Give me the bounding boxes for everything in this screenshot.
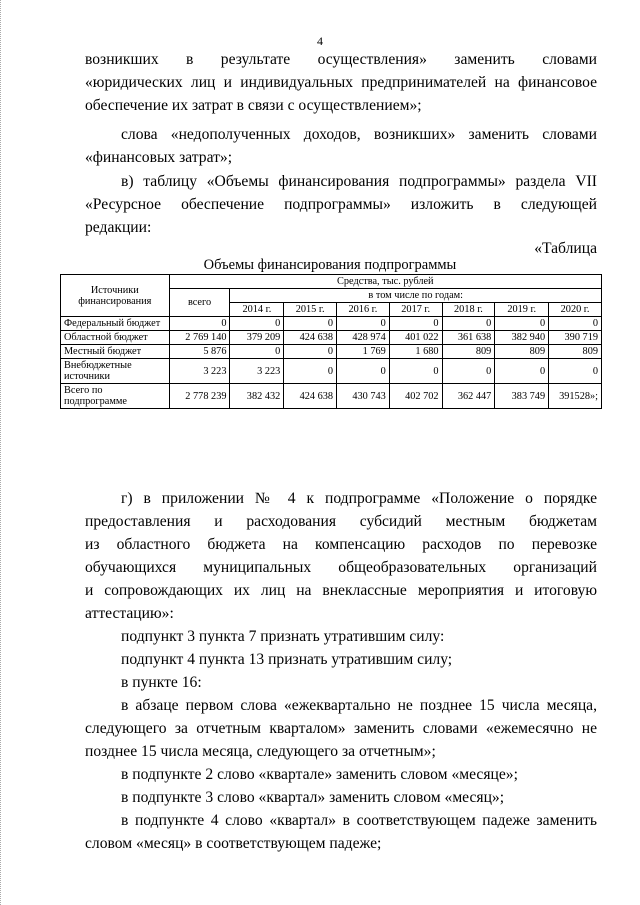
header-year: 2014 г.: [230, 303, 284, 317]
row-value: 809: [442, 345, 495, 359]
row-value: 0: [495, 359, 549, 384]
table-row: [61, 345, 602, 359]
financing-table: [60, 274, 602, 409]
paragraph-5: [85, 694, 597, 763]
row-value: 379 209: [230, 331, 284, 345]
row-value: 0: [495, 317, 549, 331]
header-funds: Средства, тыс. рублей: [169, 275, 601, 289]
row-value: 0: [442, 359, 495, 384]
paragraph-3: [85, 170, 597, 239]
text-line: «Ресурсное обеспечение подпрограммы» изложить в следующей: [85, 196, 597, 213]
row-value: 0: [337, 317, 390, 331]
text-line: словом «месяц» в соответствующем падеже;: [85, 835, 382, 852]
text-line: редакции:: [85, 219, 152, 236]
row-value: 362 447: [442, 384, 495, 409]
header-year: 2019 г.: [495, 303, 549, 317]
text-line: «юридических лиц и индивидуальных предпринимателей на финансовое: [85, 74, 597, 91]
row-total: 2 778 239: [169, 384, 230, 409]
row-source: Всего по подпрограмме: [61, 384, 170, 409]
row-total: 0: [169, 317, 230, 331]
paragraph-6: [85, 809, 597, 855]
text-line: аттестацию»:: [85, 605, 174, 622]
text-line: г) в приложении № 4 к подпрограмме «Положение о порядке: [121, 490, 597, 507]
row-value: 0: [284, 317, 337, 331]
header-by-years: в том числе по годам:: [230, 289, 602, 303]
row-value: 1 680: [389, 345, 442, 359]
paragraph-4: [85, 487, 597, 625]
text-line: обучающихся муниципальных общеобразовательных организаций: [85, 559, 597, 576]
item-2: подпункт 4 пункта 13 признать утратившим силу;: [121, 651, 453, 668]
row-value: 0: [284, 345, 337, 359]
row-total: 2 769 140: [169, 331, 230, 345]
row-value: 424 638: [284, 384, 337, 409]
header-year: 2016 г.: [337, 303, 390, 317]
row-value: 428 974: [337, 331, 390, 345]
header-source: Источники финансирования: [61, 275, 170, 317]
table-row: [61, 359, 602, 384]
page-number: 4: [317, 34, 323, 48]
item-4: в подпункте 2 слово «квартале» заменить словом «месяце»;: [121, 766, 518, 783]
table-header-row: [61, 275, 602, 289]
text-line: «финансовых затрат»;: [85, 149, 233, 166]
row-value: 401 022: [389, 331, 442, 345]
row-value: 382 940: [495, 331, 549, 345]
row-total: 3 223: [169, 359, 230, 384]
row-source: Федеральный бюджет: [61, 317, 170, 331]
row-value: 391528»;: [549, 384, 602, 409]
row-value: 0: [549, 359, 602, 384]
item-3: в пункте 16:: [121, 674, 202, 691]
scan-edge: [0, 0, 4, 905]
text-line: в абзаце первом слова «ежеквартально не позднее 15 числа месяца,: [121, 697, 597, 714]
text-line: из областного бюджета на компенсацию расходов по перевозке: [85, 536, 597, 553]
row-value: 0: [230, 345, 284, 359]
row-total: 5 876: [169, 345, 230, 359]
row-value: 809: [549, 345, 602, 359]
row-value: 402 702: [389, 384, 442, 409]
header-year: 2020 г.: [549, 303, 602, 317]
row-value: 0: [442, 317, 495, 331]
item-1: подпункт 3 пункта 7 признать утратившим силу:: [121, 628, 445, 645]
row-source: Внебюджетные источники: [61, 359, 170, 384]
text-line: обеспечение их затрат в связи с осуществлением»;: [85, 97, 422, 114]
text-line: возникших в результате осуществления» заменить словами: [85, 51, 597, 68]
header-year: 2015 г.: [284, 303, 337, 317]
row-value: 0: [549, 317, 602, 331]
row-value: 424 638: [284, 331, 337, 345]
row-value: 3 223: [230, 359, 284, 384]
text-line: предоставления и расходования субсидий местным бюджетам: [85, 513, 597, 530]
table-row: [61, 384, 602, 409]
text-line: слова «недополученных доходов, возникших» заменить словами: [121, 126, 597, 143]
row-value: 383 749: [495, 384, 549, 409]
table-title: Объемы финансирования подпрограммы: [203, 257, 457, 273]
text-line: в) таблицу «Объемы финансирования подпрограммы» раздела VII: [121, 173, 597, 190]
text-line: и сопровождающих их лиц на внеклассные мероприятия и итоговую: [85, 582, 597, 599]
row-value: 0: [389, 317, 442, 331]
header-total: всего: [169, 289, 230, 317]
text-line: в подпункте 4 слово «квартал» в соответствующем падеже заменить: [121, 812, 597, 829]
item-5: в подпункте 3 слово «квартал» заменить словом «месяц»;: [121, 789, 505, 806]
row-value: 0: [284, 359, 337, 384]
header-year: 2018 г.: [442, 303, 495, 317]
table-caption: «Таблица: [534, 240, 597, 257]
header-year: 2017 г.: [389, 303, 442, 317]
text-line: следующего за отчетным кварталом» заменить словами «ежемесячно не: [85, 720, 597, 737]
row-source: Областной бюджет: [61, 331, 170, 345]
row-value: 0: [389, 359, 442, 384]
paragraph-1: [85, 48, 597, 117]
row-value: 382 432: [230, 384, 284, 409]
table-row: [61, 317, 602, 331]
row-value: 361 638: [442, 331, 495, 345]
row-value: 1 769: [337, 345, 390, 359]
row-value: 390 719: [549, 331, 602, 345]
row-value: 430 743: [337, 384, 390, 409]
table-row: [61, 331, 602, 345]
row-value: 809: [495, 345, 549, 359]
text-line: позднее 15 числа месяца, следующего за отчетным»;: [85, 743, 436, 760]
row-source: Местный бюджет: [61, 345, 170, 359]
row-value: 0: [230, 317, 284, 331]
paragraph-2: [85, 123, 597, 169]
row-value: 0: [337, 359, 390, 384]
